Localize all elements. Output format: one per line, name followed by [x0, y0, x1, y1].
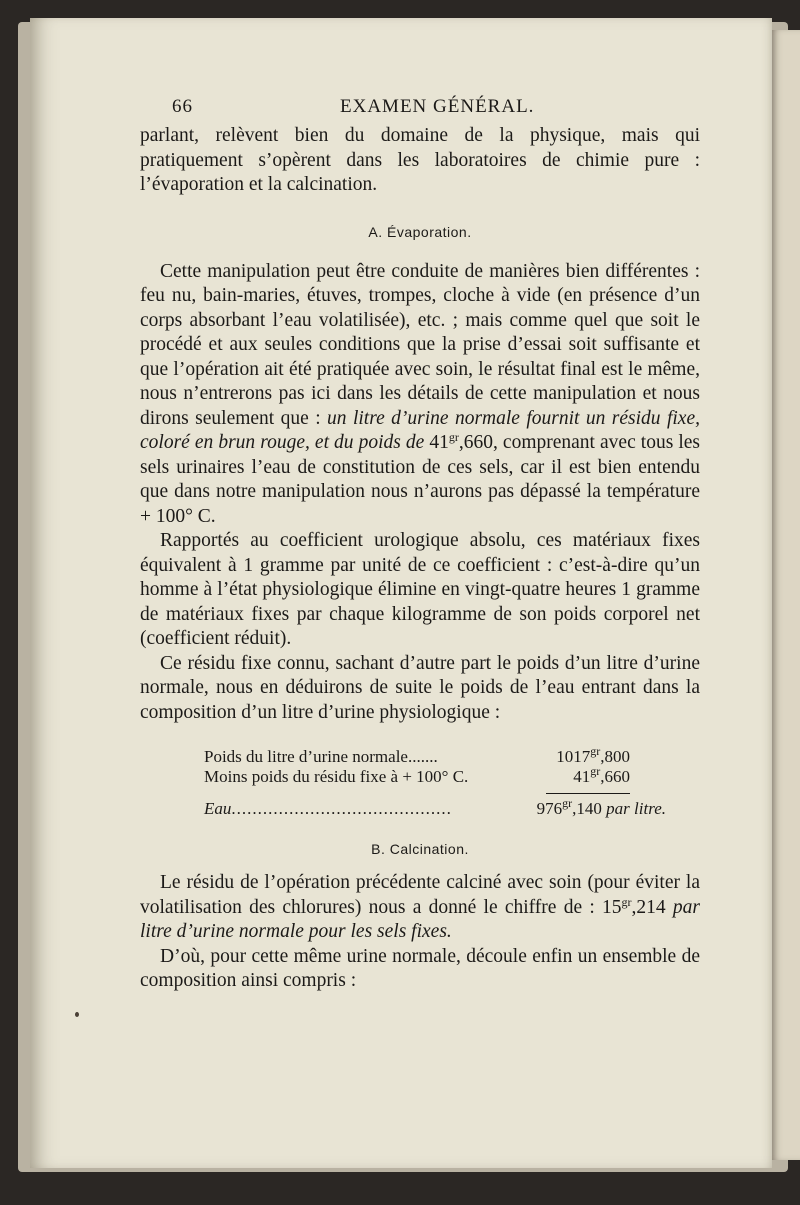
value-dec: ,800: [600, 747, 630, 766]
calculation-table: [140, 744, 700, 819]
sum-rule: [140, 787, 700, 797]
unit-sup: gr: [590, 764, 601, 778]
calc-total-row: [140, 796, 700, 819]
unit-sup: gr: [562, 796, 573, 810]
section-a-title: A. Évaporation.: [368, 223, 472, 240]
residue-value: 41: [424, 432, 449, 453]
value-int: 1017: [556, 747, 591, 766]
section-b-title: B. Calcination.: [371, 841, 469, 857]
text-run: Cette manipulation peut être conduite de manières bien différentes : feu nu, bain-maries, étuves, trompes, cloche à vide (en présence d’un corps absorbant l’eau volatilisée), etc. ; mais comme quel que soit le procédé et aux seules conditions que la prise d’essai soit suffisante et que l’opération ait été pratiquée avec soin, le résultat final est le même, nous n’entrerons pas ici dans les détails de cette manipulation et nous dirons seulement que :: [140, 260, 700, 429]
calc-label: Moins poids du résidu fixe à + 100° C.: [204, 767, 469, 786]
calc-label: Poids du litre d’urine normale.......: [204, 747, 438, 766]
italic-text: un litre d’urine normale fournit un résidu fixe, coloré en brun rouge, et du poids de: [140, 407, 700, 453]
calc-value: [573, 764, 630, 787]
text-run: Le résidu de l’opération précédente calciné avec soin (pour éviter la volatilisation des chlorures) nous a donné le chiffre de : 15: [140, 872, 700, 918]
calc-total-value: [536, 796, 666, 819]
value-int: 41: [573, 767, 591, 786]
unit-sup: gr: [590, 744, 601, 758]
value-dec: ,140: [572, 799, 602, 818]
next-page-edge: [772, 30, 800, 1160]
value-dec: ,660: [600, 767, 630, 786]
page-number: 66: [172, 96, 193, 117]
section-b-paragraph-1: [140, 871, 700, 945]
section-a-paragraph-1: [140, 260, 700, 530]
calc-row: [140, 764, 700, 787]
running-head: [140, 90, 700, 124]
italic-text: par litre d’urine normale pour les sels fixes.: [140, 896, 701, 942]
total-unit: par litre.: [601, 799, 666, 818]
leader-dots: ..........................................: [231, 799, 452, 818]
ink-mark: [75, 1012, 79, 1017]
calc-total-label: [204, 799, 452, 819]
page-title: EXAMEN GÉNÉRAL.: [340, 96, 535, 117]
section-a-paragraph-3: Ce résidu fixe connu, sachant d’autre part le poids d’un litre d’urine normale, nous en déduirons de suite le poids de l’eau entrant dans la composition d’un litre d’urine physiologique :: [140, 652, 700, 723]
unit-sup: gr: [448, 430, 459, 444]
page-text: [140, 90, 700, 994]
section-a-paragraph-2: Rapportés au coefficient urologique absolu, ces matériaux fixes équivalent à 1 gramme par unité de ce coefficient : c’est-à-dire qu’un homme à l’état physiologique élimine en vingt-quatre heures 1 gramme de matériaux fixes par chaque kilogramme de son poids corporel net (coefficient réduit).: [140, 530, 700, 649]
value-int: 976: [536, 799, 563, 818]
text-run: , comprenant avec tous les sels urinaires l’eau de constitution de ces sels, car il est bien entendu que dans notre manipulation nous n’aurons pas dépassé la température + 100° C.: [140, 432, 700, 527]
calc-row: [140, 744, 700, 767]
total-label: Eau: [204, 799, 232, 818]
salts-decimal: ,214: [631, 896, 673, 918]
section-b-paragraph-2: D’où, pour cette même urine normale, découle enfin un ensemble de composition ainsi compris :: [140, 945, 700, 991]
unit-sup: gr: [621, 894, 632, 909]
residue-decimal: ,660: [458, 432, 493, 453]
intro-paragraph: parlant, relèvent bien du domaine de la physique, mais qui pratiquement s’opèrent dans les laboratoires de chimie pure : l’évaporation et la calcination.: [140, 125, 700, 195]
